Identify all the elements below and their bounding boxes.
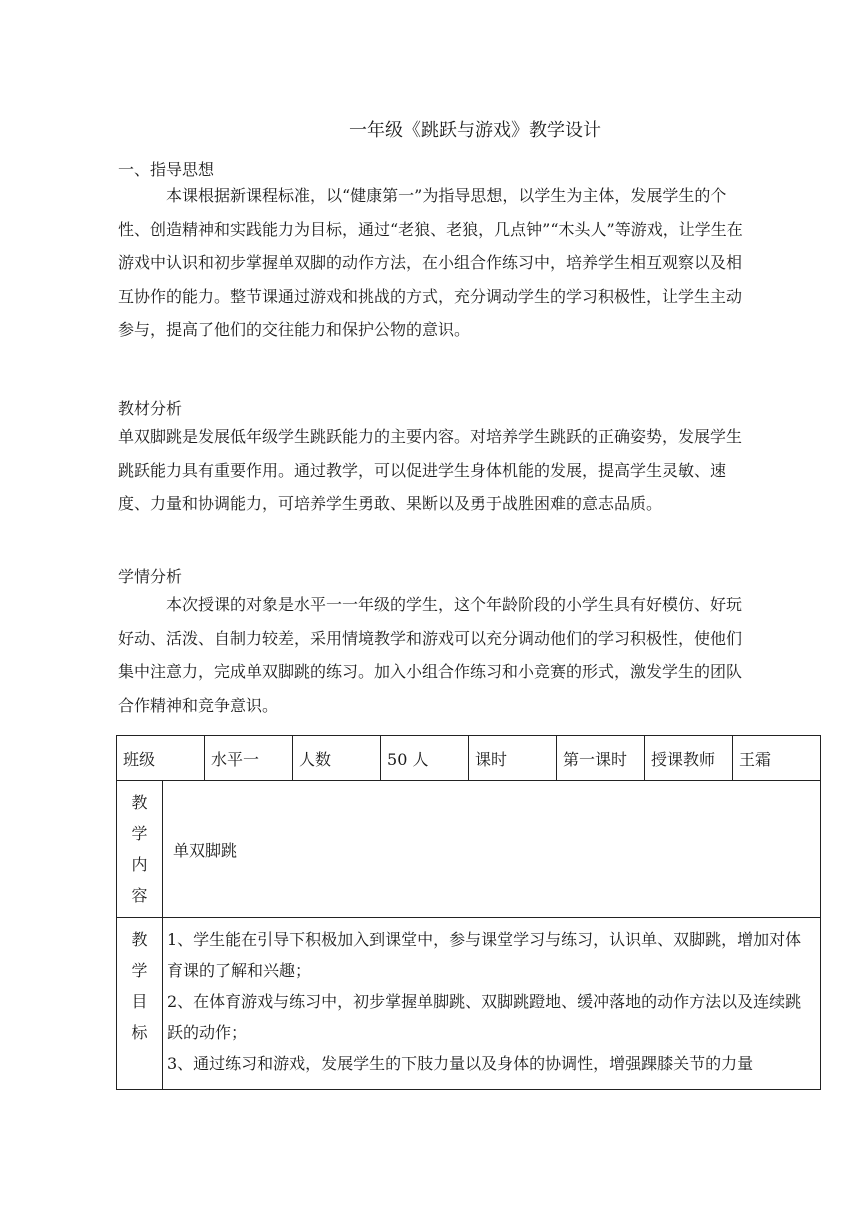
header-cell: 授课教师 xyxy=(645,736,733,781)
label-char: 学 xyxy=(131,824,148,843)
section-heading-student-analysis: 学情分析 xyxy=(118,567,183,586)
table-row-content xyxy=(117,781,821,918)
header-cell: 班级 xyxy=(117,736,205,781)
header-cell: 第一课时 xyxy=(557,736,645,781)
goal-item: 3、通过练习和游戏，发展学生的下肢力量以及身体的协调性，增强踝膝关节的力量 xyxy=(167,1054,754,1073)
row-label-goals xyxy=(117,918,163,1090)
table-row-goals xyxy=(117,918,821,1090)
header-cell: 人数 xyxy=(293,736,381,781)
section-paragraph-material-analysis xyxy=(118,420,746,521)
content-value: 单双脚跳 xyxy=(163,781,821,918)
section-heading-guiding-idea: 一、指导思想 xyxy=(118,160,215,179)
header-cell: 王霜 xyxy=(733,736,821,781)
header-cell: 课时 xyxy=(469,736,557,781)
label-char: 容 xyxy=(131,886,148,905)
label-char: 内 xyxy=(131,855,148,874)
label-char: 教 xyxy=(131,793,148,812)
header-cell: 水平一 xyxy=(205,736,293,781)
lesson-plan-table xyxy=(116,735,821,1090)
section-paragraph-student-analysis xyxy=(118,588,746,722)
row-label-content xyxy=(117,781,163,918)
section-heading-material-analysis: 教材分析 xyxy=(118,399,183,418)
paragraph-text: 本课根据新课程标准，以“健康第一”为指导思想，以学生为主体，发展学生的个性、创造精神和实践能力为目标，通过“老狼、老狼，几点钟”“木头人”等游戏，让学生在游戏中认识和初步掌握单双脚的动作方法，在小组合作练习中，培养学生相互观察以及相互协作的能力。整节课通过游戏和挑战的方式，充分调动学生的学习积极性，让学生主动参与，提高了他们的交往能力和保护公物的意识。 xyxy=(118,186,743,339)
label-char: 目 xyxy=(131,992,148,1011)
paragraph-text: 本次授课的对象是水平一一年级的学生，这个年龄阶段的小学生具有好模仿、好玩好动、活泼、自制力较差，采用情境教学和游戏可以充分调动他们的学习积极性，使他们集中注意力，完成单双脚跳的练习。加入小组合作练习和小竞赛的形式，激发学生的团队合作精神和竞争意识。 xyxy=(118,595,743,715)
label-char: 标 xyxy=(131,1023,148,1042)
label-char: 教 xyxy=(131,930,148,949)
goal-item: 2、在体育游戏与练习中，初步掌握单脚跳、双脚跳蹬地、缓冲落地的动作方法以及连续跳跃的动作； xyxy=(167,992,802,1042)
table-header-row xyxy=(117,736,821,781)
document-title: 一年级《跳跃与游戏》教学设计 xyxy=(349,120,601,141)
section-paragraph-guiding-idea xyxy=(118,179,746,347)
goals-cell xyxy=(163,918,821,1090)
paragraph-text: 单双脚跳是发展低年级学生跳跃能力的主要内容。对培养学生跳跃的正确姿势，发展学生跳跃能力具有重要作用。通过教学，可以促进学生身体机能的发展，提高学生灵敏、速度、力量和协调能力，可培养学生勇敢、果断以及勇于战胜困难的意志品质。 xyxy=(118,427,743,513)
goal-item: 1、学生能在引导下积极加入到课堂中，参与课堂学习与练习，认识单、双脚跳，增加对体育课的了解和兴趣； xyxy=(167,930,802,980)
label-char: 学 xyxy=(131,961,148,980)
header-cell: 50 人 xyxy=(381,736,469,781)
